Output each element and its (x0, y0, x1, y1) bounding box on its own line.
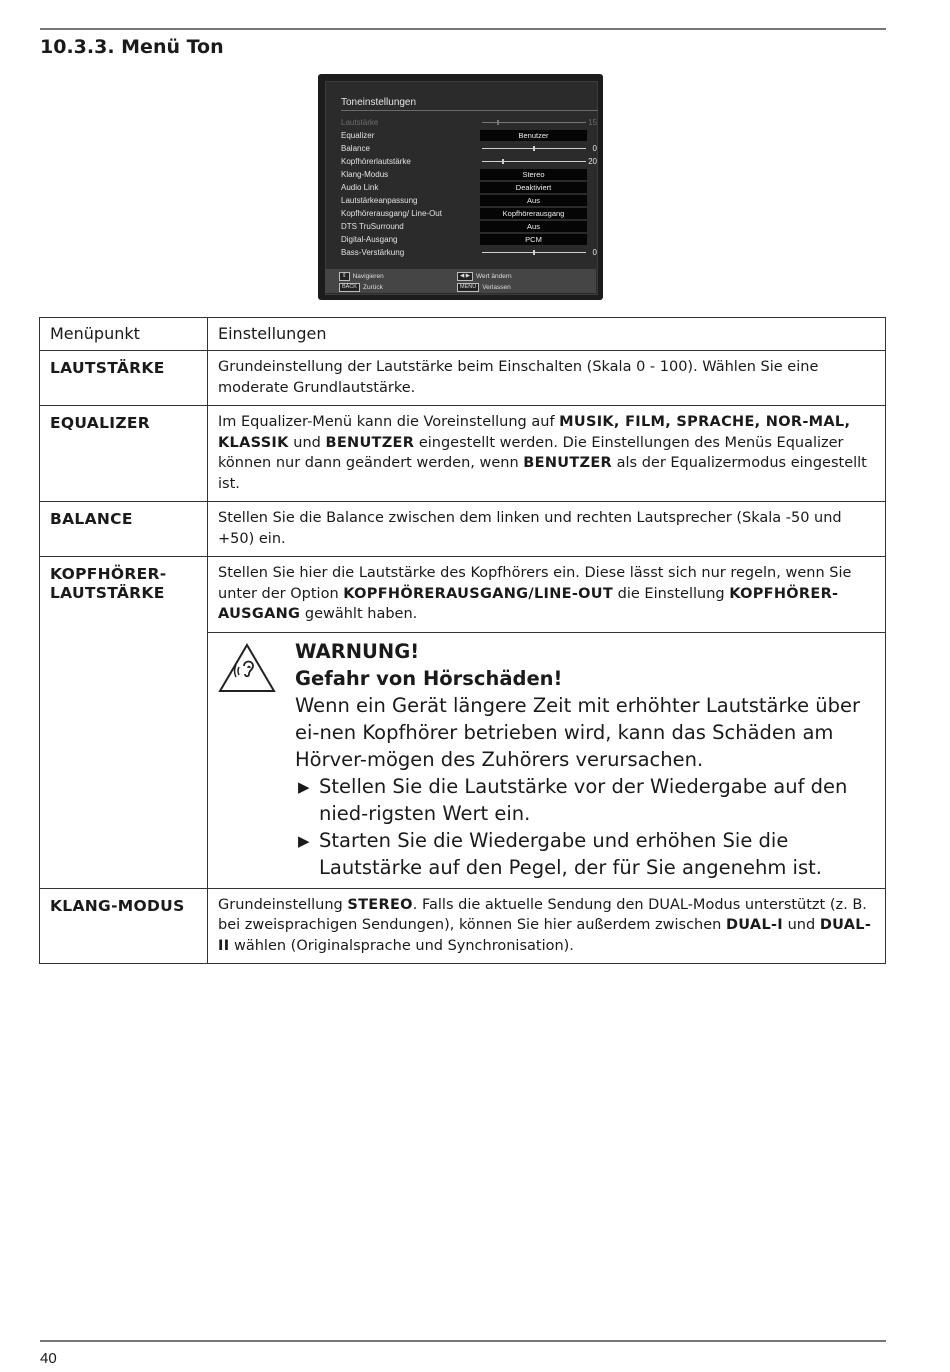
text-fragment: gewählt haben. (300, 606, 418, 622)
list-item (295, 773, 874, 827)
text-fragment: wählen (Originalsprache und Synchronisation). (229, 937, 574, 954)
tv-menu-row-label: Kopfhörerlautstärke (341, 157, 411, 166)
tv-menu-row-slider (482, 252, 586, 253)
list-item (295, 827, 874, 881)
section-title: 10.3.3. Menü Ton (40, 36, 224, 58)
tv-menu-row-value-box: Aus (480, 221, 587, 232)
tv-menu-row-value-box: Aus (480, 195, 587, 206)
text-fragment: Stellen Sie hier die Lautstärke des Kopfhörers ein. Diese lässt sich nur regeln, wenn Sie unter der Option (218, 565, 852, 602)
top-rule (40, 28, 886, 30)
tv-menu-screenshot (318, 74, 603, 300)
tv-menu-row (341, 234, 598, 247)
description-lautstaerke: Grundeinstellung der Lautstärke beim Einschalten (Skala 0 - 100). Wählen Sie eine moderate Grundlautstärke. (208, 351, 886, 406)
warning-steps (295, 773, 874, 881)
tv-key-exit (457, 283, 511, 291)
table-row-kopfhoerer (40, 557, 886, 633)
tv-menu-row (341, 247, 598, 260)
slider-knob (533, 250, 535, 255)
description-equalizer (208, 406, 886, 502)
back-key-icon: BACK (339, 283, 360, 292)
description-kopfhoerer-lautstaerke (208, 557, 886, 633)
tv-title-divider (341, 110, 598, 111)
table-header-row (40, 318, 886, 351)
tv-menu-row-label: Bass-Verstärkung (341, 248, 405, 257)
menu-key-icon: MENU (457, 283, 479, 292)
tv-menu-row-slider (482, 122, 586, 123)
tv-menu-row (341, 208, 598, 221)
left-right-key-icon: ◀ ▶ (457, 272, 473, 281)
description-balance: Stellen Sie die Balance zwischen dem linken und rechten Lautsprecher (Skala -50 und +50) ein. (208, 502, 886, 557)
back-label: Zurück (362, 284, 383, 292)
text-fragment: und (783, 917, 820, 933)
warning-heading: WARNUNG! (295, 639, 420, 663)
tv-menu-row-label: Lautstärkeanpassung (341, 196, 418, 205)
text-fragment: . Falls die aktuelle Sendung den DUAL-Modus unterstützt (z. B. bei zweisprachigen Sendungen), können Sie hier außerdem zwischen (218, 896, 867, 933)
tv-menu-panel (325, 81, 598, 295)
table-row-lautstaerke (40, 351, 886, 406)
tv-menu-row-label: Equalizer (341, 131, 375, 140)
tv-key-navigate (339, 272, 384, 280)
hearing-warning-icon (217, 642, 277, 694)
tv-menu-row-value: 0 (592, 144, 597, 153)
tv-menu-row-value-box: PCM (480, 234, 587, 245)
text-fragment: eingestellt werden. Die Einstellungen des Menüs Equalizer können nur dann geändert werden, wenn (218, 434, 844, 471)
change-value-label: Wert ändern (476, 273, 512, 281)
tv-menu-row (341, 156, 598, 169)
keyword: BENUTZER (523, 455, 613, 471)
tv-menu-row-label: Lautstärke (341, 118, 379, 127)
tv-menu-row-label: Digital-Ausgang (341, 235, 398, 244)
warning-body: Wenn ein Gerät längere Zeit mit erhöhter Lautstärke über ei-nen Kopfhörer betrieben wird, kann das Schäden am Hörver-mögen des Zuhörers verursachen. (295, 693, 861, 771)
tv-menu-row-value-box: Deaktiviert (480, 182, 587, 193)
text-fragment: die Einstellung (613, 585, 730, 602)
menu-item-kopfhoerer-lautstaerke: KOPFHÖRER-LAUTSTÄRKE (40, 557, 208, 889)
menu-item-balance: BALANCE (40, 502, 208, 557)
tv-menu-row-label: Klang-Modus (341, 170, 389, 179)
table-row-balance (40, 502, 886, 557)
slider-knob (533, 146, 535, 151)
sound-menu-table (39, 317, 886, 964)
keyword: MUSIK, FILM, SPRACHE, NOR-MAL, KLASSIK (218, 414, 851, 451)
hearing-damage-warning (209, 634, 884, 887)
slider-knob (502, 159, 504, 164)
tv-menu-row (341, 117, 598, 130)
column-header-settings: Einstellungen (208, 318, 886, 351)
tv-menu-row-label: Audio Link (341, 183, 379, 192)
warning-subheading: Gefahr von Hörschäden! (295, 666, 563, 690)
tv-key-back (339, 283, 383, 291)
navigate-key-icon: ⇕ (339, 272, 350, 281)
navigate-label: Navigieren (352, 273, 384, 281)
table-row-klang-modus (40, 888, 886, 964)
tv-menu-footer (325, 269, 596, 293)
menu-item-klang-modus: KLANG-MODUS (40, 888, 208, 964)
description-klang-modus (208, 888, 886, 964)
column-header-menu-item: Menüpunkt (40, 318, 208, 351)
warning-cell (208, 632, 886, 888)
tv-menu-row (341, 143, 598, 156)
arrow-right-icon: ▶ (298, 777, 310, 796)
tv-key-change-value (457, 272, 512, 280)
text-fragment: Im Equalizer-Menü kann die Voreinstellung auf (218, 414, 560, 430)
tv-menu-row-value: 0 (592, 248, 597, 257)
tv-menu-row-label: DTS TruSurround (341, 222, 404, 231)
tv-menu-row (341, 169, 598, 182)
tv-menu-row (341, 130, 598, 143)
tv-menu-row-slider (482, 161, 586, 162)
tv-menu-row-value: 15 (588, 118, 597, 127)
tv-menu-row-value-box: Kopfhörerausgang (480, 208, 587, 219)
tv-menu-row-slider (482, 148, 586, 149)
text-fragment: als der Equalizermodus eingestellt ist. (218, 455, 867, 492)
tv-menu-row-value: 20 (588, 157, 597, 166)
keyword: KOPFHÖRER-AUSGANG (218, 585, 839, 622)
tv-menu-title: Toneinstellungen (341, 97, 417, 108)
tv-menu-row-value-box: Stereo (480, 169, 587, 180)
tv-menu-row (341, 195, 598, 208)
keyword: BENUTZER (325, 434, 415, 451)
keyword: KOPFHÖRERAUSGANG/LINE-OUT (343, 585, 614, 602)
bottom-rule (40, 1340, 886, 1342)
keyword: DUAL-I (725, 917, 783, 933)
text-fragment: und (288, 434, 326, 451)
text-fragment: Grundeinstellung (218, 896, 348, 913)
tv-menu-row-value-box: Benutzer (480, 130, 587, 141)
tv-menu-row (341, 182, 598, 195)
arrow-right-icon: ▶ (298, 831, 310, 850)
menu-item-lautstaerke: LAUTSTÄRKE (40, 351, 208, 406)
table-row-equalizer (40, 406, 886, 502)
keyword: STEREO (347, 896, 413, 913)
warning-step-1: Stellen Sie die Lautstärke vor der Wiedergabe auf den nied-rigsten Wert ein. (319, 774, 848, 825)
exit-label: Verlassen (482, 284, 511, 292)
menu-item-equalizer: EQUALIZER (40, 406, 208, 502)
warning-step-2: Starten Sie die Wiedergabe und erhöhen Sie die Lautstärke auf den Pegel, der für Sie angenehm ist. (319, 828, 822, 879)
slider-knob (497, 120, 499, 125)
tv-menu-row-label: Balance (341, 144, 370, 153)
keyword: DUAL-II (218, 917, 872, 954)
tv-menu-row (341, 221, 598, 234)
page-number: 40 (40, 1350, 57, 1367)
tv-menu-row-label: Kopfhörerausgang/ Line-Out (341, 209, 442, 218)
